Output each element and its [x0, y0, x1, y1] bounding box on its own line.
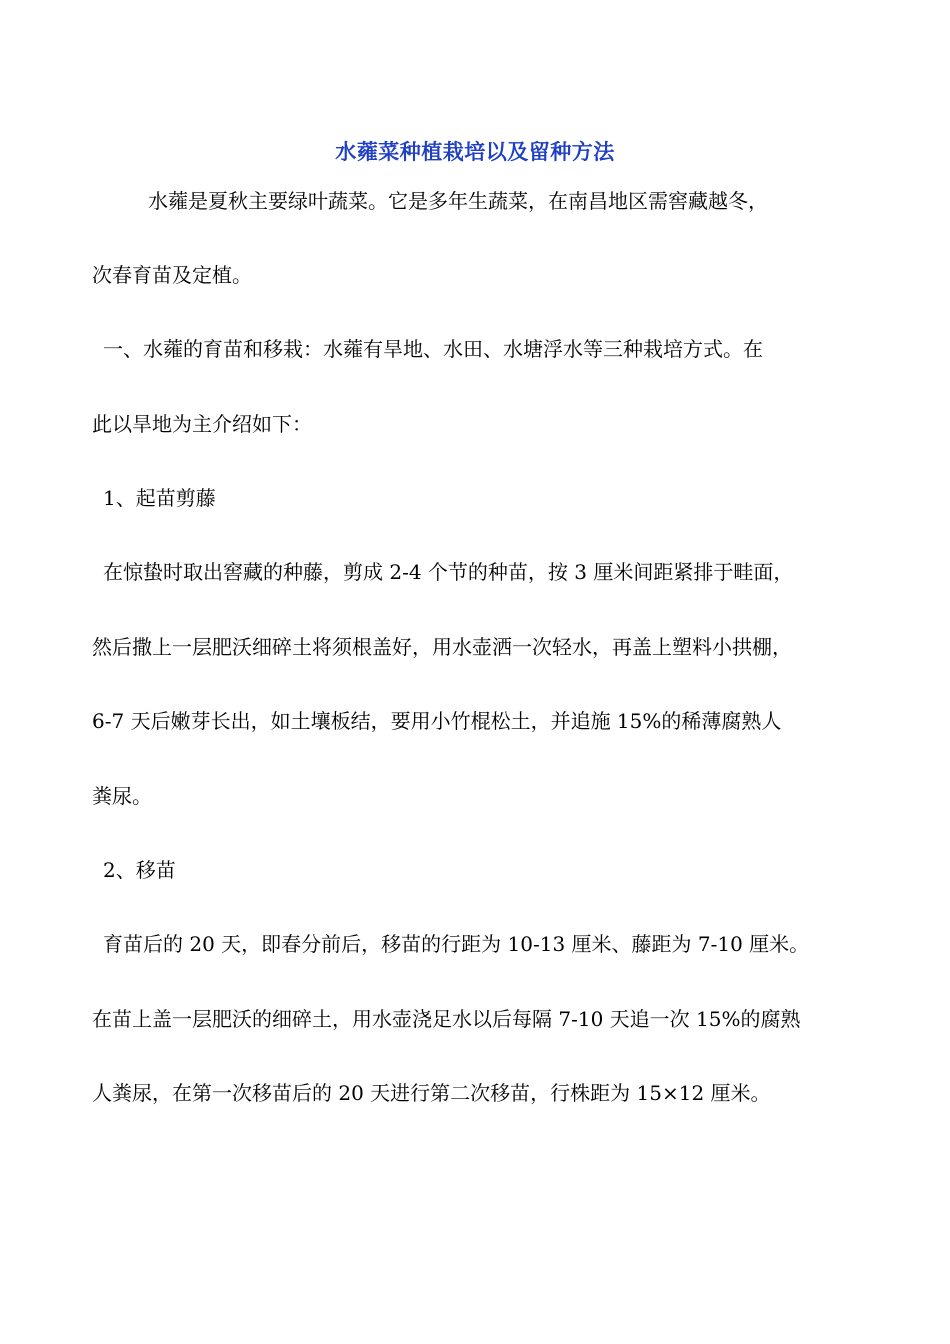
paragraph-line: 在惊蛰时取出窖藏的种藤，剪成 2-4 个节的种苗，按 3 厘米间距紧排于畦面， — [103, 560, 794, 584]
paragraph-line: 次春育苗及定植。 — [92, 263, 252, 287]
document-title: 水蕹菜种植栽培以及留种方法 — [335, 139, 615, 164]
paragraph-line: 粪尿。 — [92, 784, 152, 808]
paragraph-line: 然后撒上一层肥沃细碎土将须根盖好，用水壶洒一次轻水，再盖上塑料小拱棚， — [92, 635, 792, 659]
paragraph-line: 在苗上盖一层肥沃的细碎土，用水壶浇足水以后每隔 7-10 天追一次 15%的腐熟 — [92, 1007, 801, 1031]
paragraph-line: 人粪尿，在第一次移苗后的 20 天进行第二次移苗，行株距为 15×12 厘米。 — [92, 1081, 771, 1105]
section-heading-line: 一、水蕹的育苗和移栽：水蕹有旱地、水田、水塘浮水等三种栽培方式。在 — [103, 337, 763, 361]
paragraph-line: 育苗后的 20 天，即春分前后，移苗的行距为 10-13 厘米、藤距为 7-10 厘米。 — [103, 932, 810, 956]
subsection-heading: 2、移苗 — [103, 858, 176, 882]
paragraph-line: 水蕹是夏秋主要绿叶蔬菜。它是多年生蔬菜，在南昌地区需窖藏越冬， — [148, 189, 768, 213]
paragraph-line: 此以旱地为主介绍如下： — [92, 412, 312, 436]
subsection-heading: 1、起苗剪藤 — [103, 486, 216, 510]
paragraph-line: 6-7 天后嫩芽长出，如土壤板结，要用小竹棍松土，并追施 15%的稀薄腐熟人 — [92, 709, 782, 733]
